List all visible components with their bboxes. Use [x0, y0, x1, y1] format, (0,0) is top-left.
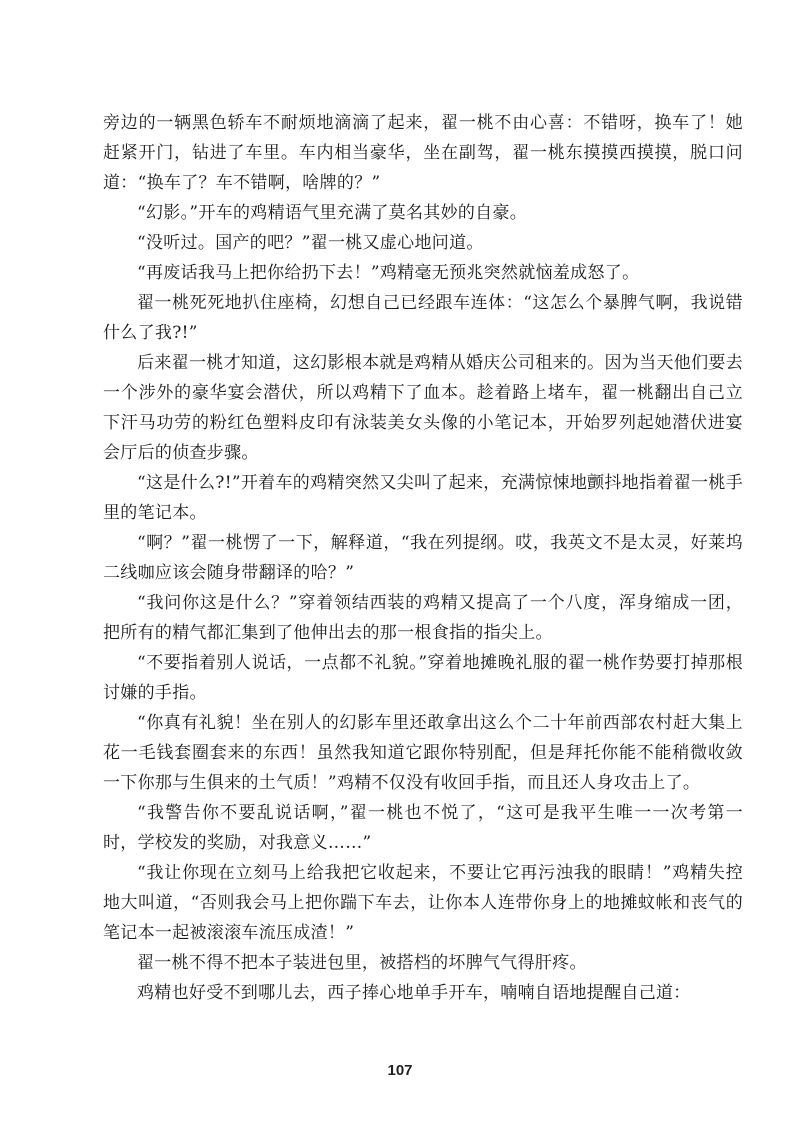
paragraph-11: “你真有礼貌！坐在别人的幻影车里还敢拿出这么个二十年前西部农村赶大集上花一毛钱套圈套来的东西！虽然我知道它跟你特别配，但是拜托你能不能稍微收敛一下你那与生俱来的土气质！”鸡精不仅没有收回手指，而且还人身攻击上了。: [103, 713, 743, 793]
paragraph-14: 翟一桃不得不把本子装进包里，被搭档的坏脾气气得肝疼。: [137, 953, 587, 973]
paragraph-13: “我让你现在立刻马上给我把它收起来，不要让它再污浊我的眼睛！”鸡精失控地大叫道，“否则我会马上把你踹下车去，让你本人连带你身上的地摊蚊帐和丧气的笔记本一起被滚滚车流压成渣！”: [103, 863, 743, 943]
paragraph-5: 翟一桃死死地扒住座椅，幻想自己已经跟车连体：“这怎么个暴脾气啊，我说错什么了我?!”: [103, 293, 743, 343]
paragraph-3: “没听过。国产的吧？”翟一桃又虚心地问道。: [137, 233, 484, 253]
paragraph-1: 旁边的一辆黑色轿车不耐烦地滴滴了起来，翟一桃不由心喜：不错呀，换车了！她赶紧开门，钻进了车里。车内相当豪华，坐在副驾，翟一桃东摸摸西摸摸，脱口问道：“换车了？车不错啊，啥牌的？”: [103, 113, 743, 193]
paragraph-15: 鸡精也好受不到哪儿去，西子捧心地单手开车，喃喃自语地提醒自己道：: [137, 983, 691, 1003]
page-number: 107: [387, 1062, 413, 1079]
paragraph-8: “啊？”翟一桃愣了一下，解释道，“我在列提纲。哎，我英文不是太灵，好莱坞二线咖应该会随身带翻译的哈？”: [103, 533, 743, 583]
body-text: [103, 108, 743, 1008]
paragraph-4: “再废话我马上把你给扔下去！”鸡精毫无预兆突然就恼羞成怒了。: [137, 263, 640, 283]
paragraph-7: “这是什么?!”开着车的鸡精突然又尖叫了起来，充满惊悚地颤抖地指着翟一桃手里的笔记本。: [103, 473, 743, 523]
paragraph-9: “我问你这是什么？”穿着领结西装的鸡精又提高了一个八度，浑身缩成一团，把所有的精气都汇集到了他伸出去的那一根食指的指尖上。: [103, 593, 743, 643]
paragraph-2: “幻影。”开车的鸡精语气里充满了莫名其妙的自豪。: [137, 203, 528, 223]
paragraph-12: “我警告你不要乱说话啊，”翟一桃也不悦了，“这可是我平生唯一一次考第一时，学校发的奖励，对我意义……”: [103, 803, 743, 853]
paragraph-6: 后来翟一桃才知道，这幻影根本就是鸡精从婚庆公司租来的。因为当天他们要去一个涉外的豪华宴会潜伏，所以鸡精下了血本。趁着路上堵车，翟一桃翻出自己立下汗马功劳的粉红色塑料皮印有泳装美女头像的小笔记本，开始罗列起她潜伏进宴会厅后的侦查步骤。: [103, 353, 743, 463]
paragraph-10: “不要指着别人说话，一点都不礼貌。”穿着地摊晚礼服的翟一桃作势要打掉那根讨嫌的手指。: [103, 653, 743, 703]
